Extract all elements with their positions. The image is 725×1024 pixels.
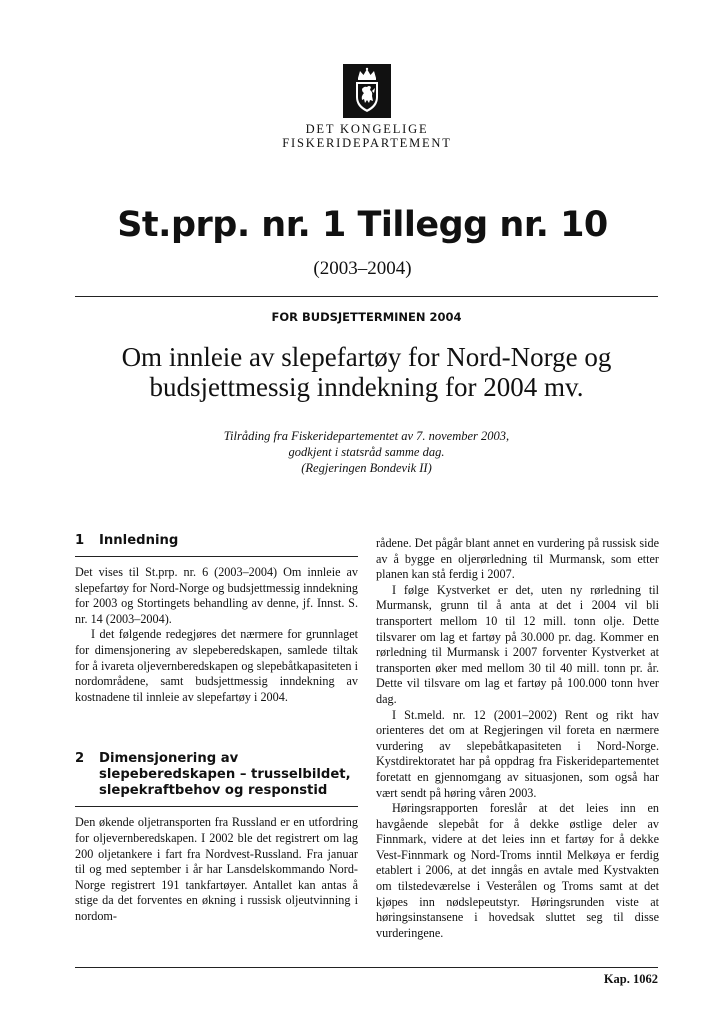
footer-divider bbox=[75, 967, 658, 968]
section-2-title-line-2: slepeberedskapen – trusselbildet, bbox=[99, 767, 351, 783]
recommendation-note bbox=[75, 428, 658, 476]
document-subject bbox=[75, 342, 658, 402]
ministry-name-line2: FISKERIDEPARTEMENT bbox=[282, 136, 452, 150]
royal-coat-of-arms-icon bbox=[343, 64, 391, 118]
section-2-title bbox=[99, 751, 358, 799]
document-title: St.prp. nr. 1 Tillegg nr. 10 bbox=[117, 205, 608, 245]
subject-line-2: budsjettmessig inndekning for 2004 mv. bbox=[149, 372, 584, 402]
recommendation-line-2: godkjent i statsråd samme dag. bbox=[288, 445, 445, 459]
section-1-title: Innledning bbox=[99, 533, 179, 548]
section-2-title-line-3: slepekraftbehov og responstid bbox=[99, 783, 328, 799]
section-1-paragraph-2: I det følgende redegjøres det nærmere for grunnlaget for dimensjonering av slepeberedskapen, samlede tiltak for å ivareta oljevernberedskapen og slepebåtkapasiteten i nordområdene, samt budsjettmessig inndekning av kostnadene til innleie av slepefartøy i 2004. bbox=[75, 627, 358, 704]
section-2-paragraph-1: Den økende oljetransporten fra Russland er en utfordring for oljevernberedskapen. I 2002 ble det registrert om lag 200 oljetankere i fart fra Nordvest-Russland. Fra januar til og med september i år har Lansdelskommando Nord-Norge registrert 191 tankfartøyer. Antallet kan antas å stige da det forventes en økning i russisk oljeutvinning i nordom- bbox=[75, 815, 358, 923]
right-paragraph-3: I St.meld. nr. 12 (2001–2002) Rent og rikt hav orienteres det om at Regjeringen vil foreta en nærmere vurdering av slepebåtkapasiteten i Nord-Norge. Kystdirektoratet har på oppdrag fra Fiskeridepartementet foretatt en gjennomgang av situasjonen, som også har vært sendt på høring våren 2003. bbox=[376, 707, 659, 800]
recommendation-line-3: (Regjeringen Bondevik II) bbox=[301, 461, 432, 475]
right-paragraph-1: rådene. Det pågår blant annet en vurdering på russisk side av å bygge en oljerørledning til Murmansk, som etter planen kan stå ferdig i 2007. bbox=[376, 536, 659, 582]
recommendation-line-1: Tilråding fra Fiskeridepartementet av 7. november 2003, bbox=[223, 429, 510, 443]
budget-term: FOR BUDSJETTERMINEN 2004 bbox=[271, 310, 462, 324]
subject-line-1: Om innleie av slepefartøy for Nord-Norge og bbox=[121, 342, 612, 372]
section-1-paragraph-1: Det vises til St.prp. nr. 6 (2003–2004) Om innleie av slepefartøy for Nord-Norge og budsjettmessig inndekning for 2003 og Stortingets behandling av denne, jf. Innst. S. nr. 14 (2003–2004). bbox=[75, 565, 358, 626]
right-column bbox=[376, 536, 659, 941]
section-1-heading bbox=[75, 533, 358, 557]
crown-lion-shield-icon bbox=[347, 67, 387, 115]
session-years: (2003–2004) bbox=[313, 258, 412, 279]
section-2-title-line-1: Dimensjonering av bbox=[99, 751, 239, 767]
left-column bbox=[75, 533, 358, 925]
ministry-name-line1: DET KONGELIGE bbox=[305, 122, 429, 136]
section-1-number: 1 bbox=[75, 533, 85, 548]
section-2-number: 2 bbox=[75, 751, 85, 767]
title-divider bbox=[75, 296, 658, 297]
section-2-heading bbox=[75, 751, 358, 807]
right-paragraph-4: Høringsrapporten foreslår at det leies inn en havgående slepebåt for å dekke østlige deler av Finnmark, videre at det leies inn et fartøy for å dekke Vest-Finnmark og Nord-Troms inntil Melkøya er ferdig etablert i 2006, at det inngås en avtale med Kystvakten om tilstedeværelse i Vesterålen og Troms samt at det kjøpes inn nødslepeutstyr. Høringsrunden viste at høringsinstansene i hovedsak sluttet seg til disse vurderingene. bbox=[376, 801, 659, 940]
right-paragraph-2: I følge Kystverket er det, uten ny rørledning til Murmansk, grunn til å anta at det i 2004 vil bli transportert mellom 10 til 12 mill. tonn olje. Dette tilsvarer om lag et fartøy på 30.000 pr. dag. Kommer en rørledning til Murmansk i 2007 forventer Kystverket at transporten øker med mellom 30 til 40 mill. tonn pr. år. Dette vil tilsvare om lag et fartøy på 100.000 tonn hver dag. bbox=[376, 582, 659, 706]
chapter-label: Kap. 1062 bbox=[603, 972, 658, 986]
